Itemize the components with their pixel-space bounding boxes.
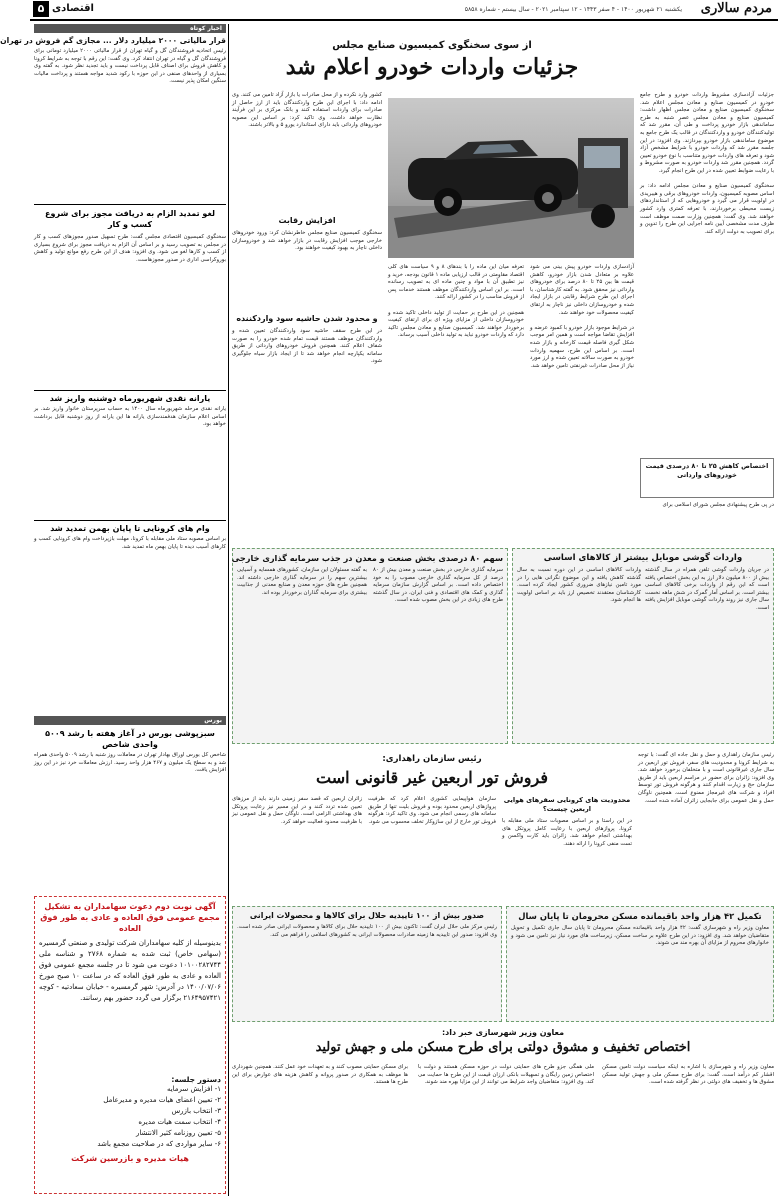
sidebar [0, 24, 226, 1196]
mobile-import-box [512, 548, 774, 744]
short-news-body-4: بر اساس مصوبه ستاد ملی مقابله با کرونا، مهلت بازپرداخت وام های کرونایی کسب و کارهای آسیب دیده تا پایان بهمن ماه تمدید شد. [32, 536, 226, 550]
ad-agenda-item: ۵- تعیین روزنامه کثیر الانتشار [136, 1129, 221, 1137]
mobile-import-col-2: واردات کالاهای اساسی در این دوره نسبت به سال گذشته کاهش یافته و این موضوع نگرانی هایی را در مورد تامین نیازهای ضروری کشور ایجاد کرده است. کارشناسان معتقدند تخصیص ارز باید بر اساس اولویت ها انجام شود. [515, 567, 641, 604]
lead-column-4c: در این طرح سقف حاشیه سود واردکنندگان تعیین شده و واردکنندگان موظف هستند قیمت تمام شده خودرو را به صورت شفاف اعلام کنند. همچنین فروش خودروهای وارداتی از طریق سامانه یکپارچه انجام خواهد شد تا از ایجاد بازار سیاه جلوگیری شود. [230, 328, 382, 365]
mobile-import-col-1: در جریان واردات گوشی تلفن همراه در سال گذشته بیش از ۸۰۰ میلیون دلار ارز به این بخش اختصاص یافته است که این رقم از واردات برخی کالاهای اساسی بیشتر است. بر اساس آمار گمرک در شش ماهه نخست سال جاری نیز روند واردات گوشی موبایل افزایش یافته است. [643, 567, 770, 611]
divider [34, 390, 226, 391]
lead-column-4b: سخنگوی کمیسیون صنایع مجلس خاطرنشان کرد: ورود خودروهای خارجی موجب افزایش رقابت در بازار خواهد شد و خودروسازان داخلی ناچار به بهبود کیفیت خواهند بود. [230, 230, 382, 252]
housing-title: اختصاص تخفیف و مشوق دولتی برای طرح مسکن ملی و جهش تولید [315, 1040, 691, 1055]
ad-agenda-item: ۶- سایر مواردی که در صلاحیت مجمع باشد [97, 1140, 221, 1148]
lead-column-1: جزئیات آزادسازی مشروط واردات خودرو و طرح جامع خودرو در کمیسیون صنایع و معادن مجلس اعلام شد. سخنگوی کمیسیون صنایع و معادن مجلس اظهار داشت: کمیسیون صنایع و معادن مجلس عصر شنبه به طرح ساماندهی بازار خودرو پرداخت و طی آن، مقرر شد که تولیدکنندگان خودرو و واردکنندگان در قالب یک طرح جامع به موضوع ساماندهی بازار خودرو بپردازند. وی افزود: در این جلسه مقرر شد که واردات خودرو با شرایط مشخص آزاد شود و تعرفه های واردات خودرو متناسب با نوع خودرو تعیین گردد. همچنین مقرر شد واردات خودرو به صورت مشروط و با رعایت ضوابط تعیین شده در این طرح انجام گیرد. سخنگوی کمیسیون صنایع و معادن مجلس ادامه داد: بر اساس مصوبه کمیسیون، واردات خودروهای برقی و هیبریدی در اولویت قرار می گیرد و خودروهایی که از استانداردهای زیست محیطی برخوردارند، با تعرفه کمتری وارد کشور خواهند شد. وی گفت: همچنین وزارت صمت موظف است ظرف مدت مشخصی آیین نامه اجرایی این طرح را تدوین و برای تصویب به دولت ارائه کند. [640, 92, 774, 235]
lead-kicker: از سوی سخنگوی کمیسیون صنایع مجلس [332, 40, 532, 51]
lead-column-1-tail: در پی طرح پیشنهادی مجلس شورای اسلامی برای [662, 502, 774, 508]
short-news-body-1: رئیس اتحادیه فروشندگان گل و گیاه تهران از قرار مالیاتی ۲۰۰۰ میلیارد تومانی برای فروشندگان گل و گیاه در تهران انتقاد کرد. وی گفت: این رقم با توجه به شرایط کرونا و کاهش فروش برای اصناف قابل پرداخت نیست و باید تجدید نظر شود. به گفته وی بسیاری از واحدهای صنفی در این حوزه با رکود شدید مواجه هستند و پرداخت مالیات سنگین امکان پذیر نیست. [32, 48, 226, 85]
housing-box-body: معاون وزیر راه و شهرسازی گفت: ۴۲ هزار واحد باقیمانده مسکن محرومان تا پایان سال جاری تکمیل و تحویل متقاضیان خواهد شد. وی افزود: در این طرح علاوه بر ساخت مسکن، زیرساخت های مورد نیاز نیز تامین می شود و خانوارهای محروم از مزایای آن بهره مند می شوند. [509, 925, 769, 947]
housing-kicker: معاون وزیر شهرسازی خبر داد: [441, 1028, 565, 1037]
section-label: اقتصادی [52, 3, 94, 14]
arbaeen-col-2: سازمان هواپیمایی کشوری اعلام کرد که ظرفیت پروازهای اربعین محدود بوده و فروش بلیت تنها از طریق سامانه های رسمی انجام می شود. وی تاکید کرد: هرگونه فروش تور خارج از این سازوکار تخلف محسوب می شود. [366, 796, 496, 825]
housing-story [232, 1026, 774, 1196]
short-news-tag: اخبار کوتاه [34, 24, 226, 33]
arbaeen-title: فروش تور اربعین غیر قانونی است [316, 768, 548, 787]
inset-box-title: اختصاص کاهش ۲۵ تا ۸۰ درصدی قیمت خودروهای وارداتی [645, 462, 769, 479]
ad-title: آگهی نوبت دوم دعوت سهامداران به تشکیل مجمع عمومی فوق العاده و عادی به طور فوق العاده [40, 902, 220, 933]
sidebar-divider [228, 24, 229, 1196]
lead-inset-box [640, 458, 774, 498]
arbaeen-story [232, 752, 632, 902]
short-news-body-2: سخنگوی کمیسیون اقتصادی مجلس گفت: طرح تسهیل صدور مجوزهای کسب و کار در مجلس به تصویب رسید و بر اساس آن الزام به دریافت مجوز برای شروع بسیاری از کسب و کارها لغو می شود. وی افزود: هدف از این طرح رفع موانع تولید و کاهش بوروکراسی اداری در صدور مجوزهاست. [32, 234, 226, 263]
ad-agenda-item: ۴- انتخاب سمت هیات مدیره [138, 1118, 221, 1126]
lead-subhead-2: و محدود شدن حاشیه سود واردکننده [236, 314, 378, 323]
housing-col-2: ملی همگی جزو طرح های حمایتی دولت در حوزه مسکن هستند و دولت با اختصاص زمین رایگان و تسهیلات بانکی ارزان قیمت از این طرح ها حمایت می کند. وی افزود: متقاضیان واجد شرایط می توانند از این مزایا بهره مند شوند. [416, 1064, 594, 1086]
housing-col-1: معاون وزیر راه و شهرسازی با اشاره به اینکه سیاست دولت تامین مسکن اقشار کم درآمد است، گفت: برای طرح مسکن ملی و جهش تولید مسکن مشوق ها و تخفیف های دولتی در نظر گرفته شده است. [600, 1064, 774, 1086]
page-number: ۵ [33, 1, 49, 17]
halal-box-body: رئیس مرکز ملی حلال ایران گفت: تاکنون بیش از ۱۰۰ تاییدیه حلال برای کالاها و محصولات ایرانی صادر شده است. وی افزود: صدور این تاییدیه ها زمینه صادرات محصولات ایرانی به کشورهای اسلامی را فراهم می کند. [235, 924, 497, 938]
lead-title: جزئیات واردات خودرو اعلام شد [285, 54, 579, 80]
dateline: یکشنبه ۲۱ شهریور ۱۴۰۰ - ۴ صفر ۱۴۴۳ - ۱۲ سپتامبر ۲۰۲۱ - سال بیستم - شماره ۵۸۵۸ [464, 6, 682, 13]
ad-signature: هیات مدیره و بازرسین شرکت [71, 1154, 189, 1163]
ad-agenda-item: ۳- انتخاب بازرس [171, 1107, 221, 1115]
short-news-title-2: لغو تمدید الزام به دریافت مجوز برای شروع کسب و کار [45, 209, 215, 229]
foreign-investment-col-1: سرمایه گذاری خارجی در بخش صنعت و معدن بیش از ۸۰ درصد از کل سرمایه گذاری خارجی مصوب را به خود اختصاص داده است. بر اساس گزارش سازمان سرمایه گذاری و کمک های اقتصادی و فنی ایران، در سال گذشته طرح های زیادی در این بخش مصوب شده است. [371, 567, 503, 604]
divider [34, 520, 226, 521]
newspaper-logo: مردم سالاری [700, 1, 772, 16]
halal-box [232, 906, 502, 1022]
masthead [30, 0, 778, 22]
lead-column-2: آزادسازی واردات خودرو پیش بینی می شود علاوه بر متعادل شدن بازار خودرو، کاهش قیمت ها بین ۲۵ تا ۸۰ درصد برای خودروهای وارداتی نیز محقق شود. به گفته کارشناسان، با اجرای این طرح شرایط رقابتی در بازار ایجاد شده و خودروسازان داخلی نیز ناچار به ارتقای کیفیت محصولات خود خواهند شد. در شرایط موجود بازار خودرو با کمبود عرضه و افزایش تقاضا مواجه است و همین امر موجب شکل گیری فاصله قیمت کارخانه و بازار شده است. بر اساس این طرح، سهمیه واردات خودرو به صورت سالانه تعیین شده و ارز مورد نیاز از محل صادرات غیرنفتی تامین خواهد شد. [530, 264, 635, 369]
lead-column-4: کشور وارد نکرده و از محل صادرات یا بازار آزاد تامین می کنند. وی ادامه داد: با اجرای این طرح واردکنندگان باید از ارز حاصل از صادرات برای واردات استفاده کنند و بانک مرکزی بر این فرآیند نظارت خواهد داشت. وی تاکید کرد: بر اساس این مصوبه خودروهای وارداتی باید دارای استاندارد یورو ۵ و بالاتر باشند. [230, 92, 382, 129]
short-news-body-3: یارانه نقدی مرحله شهریورماه سال ۱۴۰۰ به حساب سرپرستان خانوار واریز شد. بر اساس اعلام سازمان هدفمندسازی یارانه ها این یارانه از روز دوشنبه قابل برداشت خواهد بود. [32, 406, 226, 428]
arbaeen-col-3: زائران اربعین که قصد سفر زمینی دارند باید از مرزهای تعیین شده تردد کنند و در این مسیر نیز رعایت پروتکل های بهداشتی الزامی است. ناوگان حمل و نقل عمومی نیز با ظرفیت محدود فعالیت خواهد کرد. [230, 796, 362, 825]
header-rule [30, 19, 778, 21]
ad-box [34, 896, 226, 1194]
housing-box-title: تکمیل ۴۲ هزار واحد باقیمانده مسکن محرومان تا پایان سال [518, 911, 762, 921]
short-news-title-4: وام های کرونایی تا پایان بهمن تمدید شد [50, 524, 210, 533]
bourse-tag: بورس [34, 716, 226, 725]
bourse-body: شاخص کل بورس اوراق بهادار تهران در معاملات روز شنبه با رشد ۵۰۰۹ واحدی همراه شد و به سطح یک میلیون و ۴۶۷ هزار واحد رسید. ارزش معاملات خرد نیز در این روز افزایش یافت. [32, 752, 226, 774]
arbaeen-col-1: در این راستا و بر اساس مصوبات ستاد ملی مقابله با کرونا، پروازهای اربعین با رعایت کامل پروتکل های بهداشتی انجام خواهد شد. زائران باید کارت واکسن و تست منفی کرونا را ارائه دهند. [500, 818, 632, 847]
foreign-investment-box [232, 548, 508, 744]
foreign-investment-col-2: به گفته مسئولان این سازمان، کشورهای همسایه و آسیایی بیشترین سهم را در سرمایه گذاری خارجی داشته اند. همچنین طرح های حوزه معدن و صنایع معدنی از جذابیت بیشتری برای سرمایه گذاران برخوردار بوده اند. [235, 567, 367, 596]
ad-agenda-item: ۲- تعیین اعضای هیات مدیره و مدیرعامل [103, 1096, 221, 1104]
ad-agenda-item: ۱- افزایش سرمایه [166, 1085, 221, 1093]
ad-agenda-title: دستور جلسه: [171, 1075, 221, 1084]
mid-left-text: رئیس سازمان راهداری و حمل و نقل جاده ای گفت: با توجه به شرایط کرونا و محدودیت های سفر، فروش تور اربعین در سال جاری غیرقانونی است و با متخلفان برخورد خواهد شد. وی افزود: زائران برای حضور در مراسم اربعین باید از طریق سازمان حج و زیارت اقدام کنند و هرگونه فروش تور توسط افراد و شرکت های غیرمجاز ممنوع است. همچنین ناوگان حمل و نقل عمومی برای جابجایی زائران آماده شده است. [636, 752, 774, 804]
foreign-investment-title: سهم ۸۰ درصدی بخش صنعت و معدن در جذب سرمایه گذاری خارجی [231, 553, 503, 563]
ad-body: بدینوسیله از کلیه سهامداران شرکت تولیدی و صنعتی گرمسیره (سهامی خاص) ثبت شده به شماره ۲۷۶۸ و شناسه ملی ۱۰۱۰۰۲۸۲۷۴۴ دعوت می شود تا در جلسه مجمع عمومی فوق العاده و عادی به طور فوق العاده که در ساعت ۱۰ صبح مورخ ۱۴۰۰/۰۷/۰۶ در آدرس: شهر گرمسیره - خیابان سعادتیه - کوچه ۲۱۶۴۹۵۷۴۲۱ برگزار می گردد حضور بهم رسانند. [39, 939, 222, 1002]
car-transporter-photo-icon [388, 98, 634, 258]
housing-col-3: برای مسکن حمایتی مصوب کنند و به تعهدات خود عمل کنند. همچنین شهرداری ها موظف به همکاری در صدور پروانه و کاهش هزینه های عوارض برای این طرح ها هستند. [230, 1064, 408, 1086]
short-news-title-3: یارانه نقدی شهریورماه دوشنبه واریز شد [49, 394, 211, 403]
arbaeen-kicker: رئیس سازمان راهداری: [382, 754, 482, 764]
halal-box-title: صدور بیش از ۱۰۰ تاییدیه حلال برای کالاها و محصولات ایرانی [249, 911, 485, 920]
arbaeen-subhead: محدودیت های کرونایی سفرهای هوایی اربعین چیست؟ [503, 796, 631, 813]
short-news-title-1: قرار مالیاتی ۲۰۰۰ میلیارد دلار ... مجازی گم فروش در تهران [0, 36, 226, 45]
divider [34, 204, 226, 205]
lead-subhead: افزایش رقابت [278, 216, 336, 225]
bourse-title: سبزپوشی بورس در آغاز هفته با رشد ۵۰۰۹ واحدی شاخص [45, 729, 215, 749]
housing-box [506, 906, 774, 1022]
mobile-import-title: واردات گوشی موبایل بیشتر از کالاهای اساسی [543, 553, 743, 563]
lead-story [232, 24, 774, 544]
lead-photo [388, 98, 634, 258]
lead-column-3: تعرفه میان این ماده را با بندهای ۸ و ۹ سیاست های کلی اقتصاد مقاومتی در قالب ارزیابی ماده ۱ قانون بودجه، خرید و نیز تطبیق آن با مواد و چنین ماده ای به تصویب رسانده است. بر این اساس واردکنندگان موظف هستند خدمات پس از فروش مناسب را در کشور ارائه کنند. همچنین در این طرح بر حمایت از تولید داخلی تاکید شده و خودروسازان داخلی از مزایای ویژه ای برای ارتقای کیفیت برخوردار خواهند شد. کمیسیون صنایع و معادن مجلس تاکید دارد که واردات خودرو نباید به تولید داخلی آسیب برساند. [388, 264, 525, 339]
